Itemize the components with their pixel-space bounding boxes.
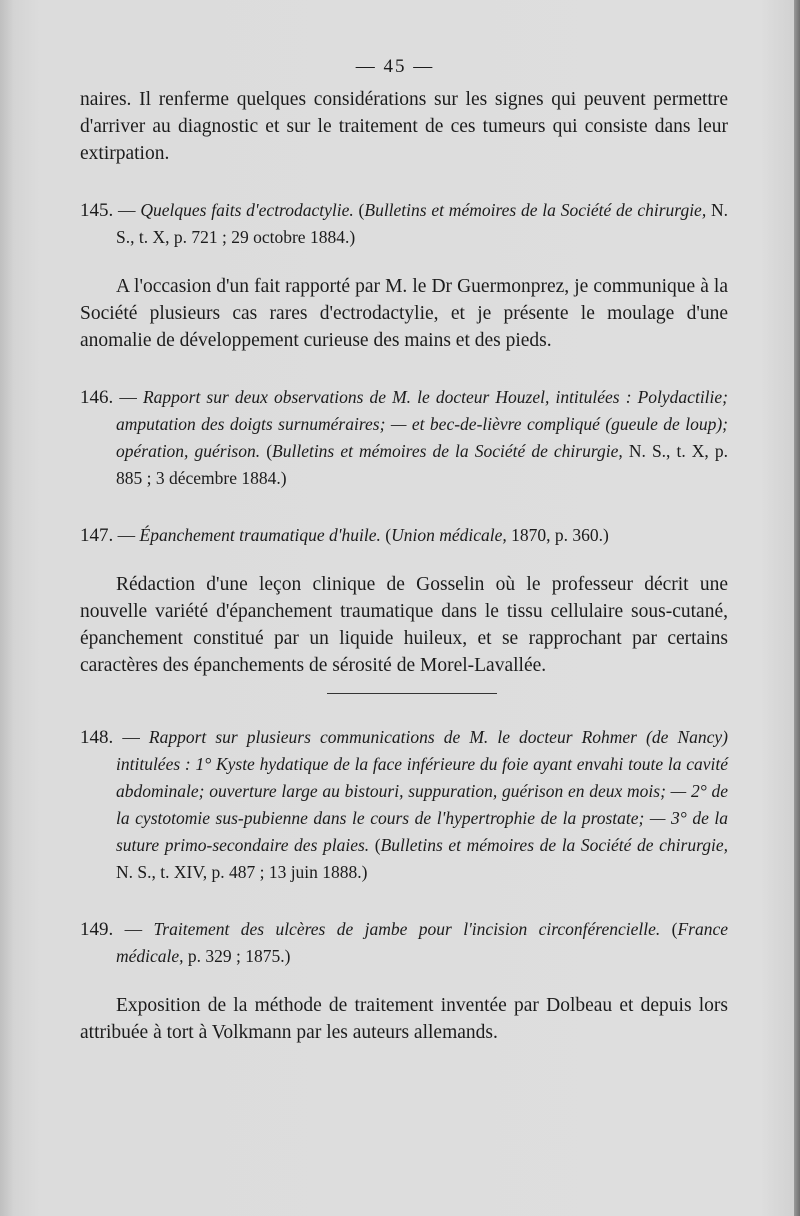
entry-title: Rapport sur plusieurs communications de M. le docteur Rohmer (de Nancy) intitulées : 1° Kyste hydatique de la face inférieure du foie ayant envahi toute la cavité abdominale; ouverture large au bistouri, suppuration, guérison en deux mois; — 2° de la cystotomie sus-pubienne dans le cours de l'hypertrophie de la prostate; — 3° de la suture primo-secondaire des plaies. [116, 727, 728, 855]
ref-source: Bulletins et mémoires de la Société de chirurgie, [380, 835, 728, 855]
entry-number: 146. [80, 387, 114, 408]
entry-description-149: Exposition de la méthode de traitement inventée par Dolbeau et depuis lors attribuée à tort à Volkmann par les auteurs allemands. [80, 995, 728, 1043]
ref-details: 1870, p. 360.) [511, 525, 609, 545]
page-number: — 45 — [355, 56, 435, 77]
ref-source: Bulletins et mémoires de la Société de chirurgie, [364, 200, 707, 220]
ref-open: ( [358, 200, 365, 220]
entry-number: 147. [80, 525, 114, 546]
entry-number: 145. [80, 200, 114, 221]
entry-title: Traitement des ulcères de jambe pour l'incision circonférencielle. [153, 919, 661, 939]
entry-title: Quelques faits d'ectrodactylie. [140, 200, 354, 220]
ref-source: Union médicale, [391, 525, 507, 545]
page-content [80, 86, 728, 1046]
entry-number: 148. [80, 727, 114, 748]
ref-open: ( [385, 525, 392, 545]
entry-number: 149. [80, 919, 114, 940]
ref-source: France médicale, [116, 919, 729, 966]
entry-description-147: Rédaction d'une leçon clinique de Gosselin où le professeur décrit une nouvelle variété d'épanchement traumatique dans le tissu cellulaire sous-cutané, épanchement constitué par un liquide huileux, et se rapprochant par certains caractères des épanchements de sérosité de Morel-Lavallée. [80, 574, 728, 676]
section-divider [327, 693, 497, 694]
bibliography-entry-146: 146. — Rapport sur deux observations de M. le docteur Houzel, intitulées : Polydactilie; amputation des doigts surnuméraires; — et bec-de-lièvre compliqué (gueule de loup); opération, guérison. (Bulletins et mémoires de la Société de chirurgie, N. S., t. X, p. 885 ; 3 décembre 1884.) [80, 387, 729, 488]
bibliography-entry-149: 149. — Traitement des ulcères de jambe pour l'incision circonférencielle. (France médicale, p. 329 ; 1875.) [80, 919, 729, 966]
bibliography-entry-147: 147. — Épanchement traumatique d'huile. (Union médicale, 1870, p. 360.) [80, 525, 609, 546]
ref-open: ( [266, 441, 273, 461]
scan-edge [794, 0, 800, 1216]
bibliography-entry-145: 145. — Quelques faits d'ectrodactylie. (Bulletins et mémoires de la Société de chirurgie, N. S., t. X, p. 721 ; 29 octobre 1884.) [80, 200, 729, 247]
ref-open: ( [374, 835, 381, 855]
entry-description-145: A l'occasion d'un fait rapporté par M. le Dr Guermonprez, je communique à la Société plusieurs cas rares d'ectrodactylie, et je présente le moulage d'une anomalie de développement curieuse des mains et des pieds. [80, 276, 728, 351]
ref-details: N. S., t. X, p. 885 ; 3 décembre 1884.) [116, 441, 729, 488]
intro-paragraph: naires. Il renferme quelques considérations sur les signes qui peuvent permettre d'arriver au diagnostic et sur le traitement de ces tumeurs qui consiste dans leur extirpation. [80, 89, 728, 164]
ref-details: N. S., t. X, p. 721 ; 29 octobre 1884.) [116, 200, 729, 247]
ref-open: ( [671, 919, 678, 939]
ref-details: p. 329 ; 1875.) [187, 946, 291, 966]
entry-reference [385, 525, 609, 545]
ref-source: Bulletins et mémoires de la Société de chirurgie, [272, 441, 623, 461]
bibliography-entry-148: 148. — Rapport sur plusieurs communications de M. le docteur Rohmer (de Nancy) intitulées : 1° Kyste hydatique de la face inférieure du foie ayant envahi toute la cavité abdominale; ouverture large au bistouri, suppuration, guérison en deux mois; — 2° de la cystotomie sus-pubienne dans le cours de l'hypertrophie de la prostate; — 3° de la suture primo-secondaire des plaies. (Bulletins et mémoires de la Société de chirurgie, N. S., t. XIV, p. 487 ; 13 juin 1888.) [80, 727, 728, 882]
entry-title: Rapport sur deux observations de M. le docteur Houzel, intitulées : Polydactilie; amputation des doigts surnuméraires; — et bec-de-lièvre compliqué (gueule de loup); opération, guérison. [116, 387, 728, 461]
ref-details: N. S., t. XIV, p. 487 ; 13 juin 1888.) [116, 862, 368, 882]
entry-title: Épanchement traumatique d'huile. [139, 525, 381, 545]
